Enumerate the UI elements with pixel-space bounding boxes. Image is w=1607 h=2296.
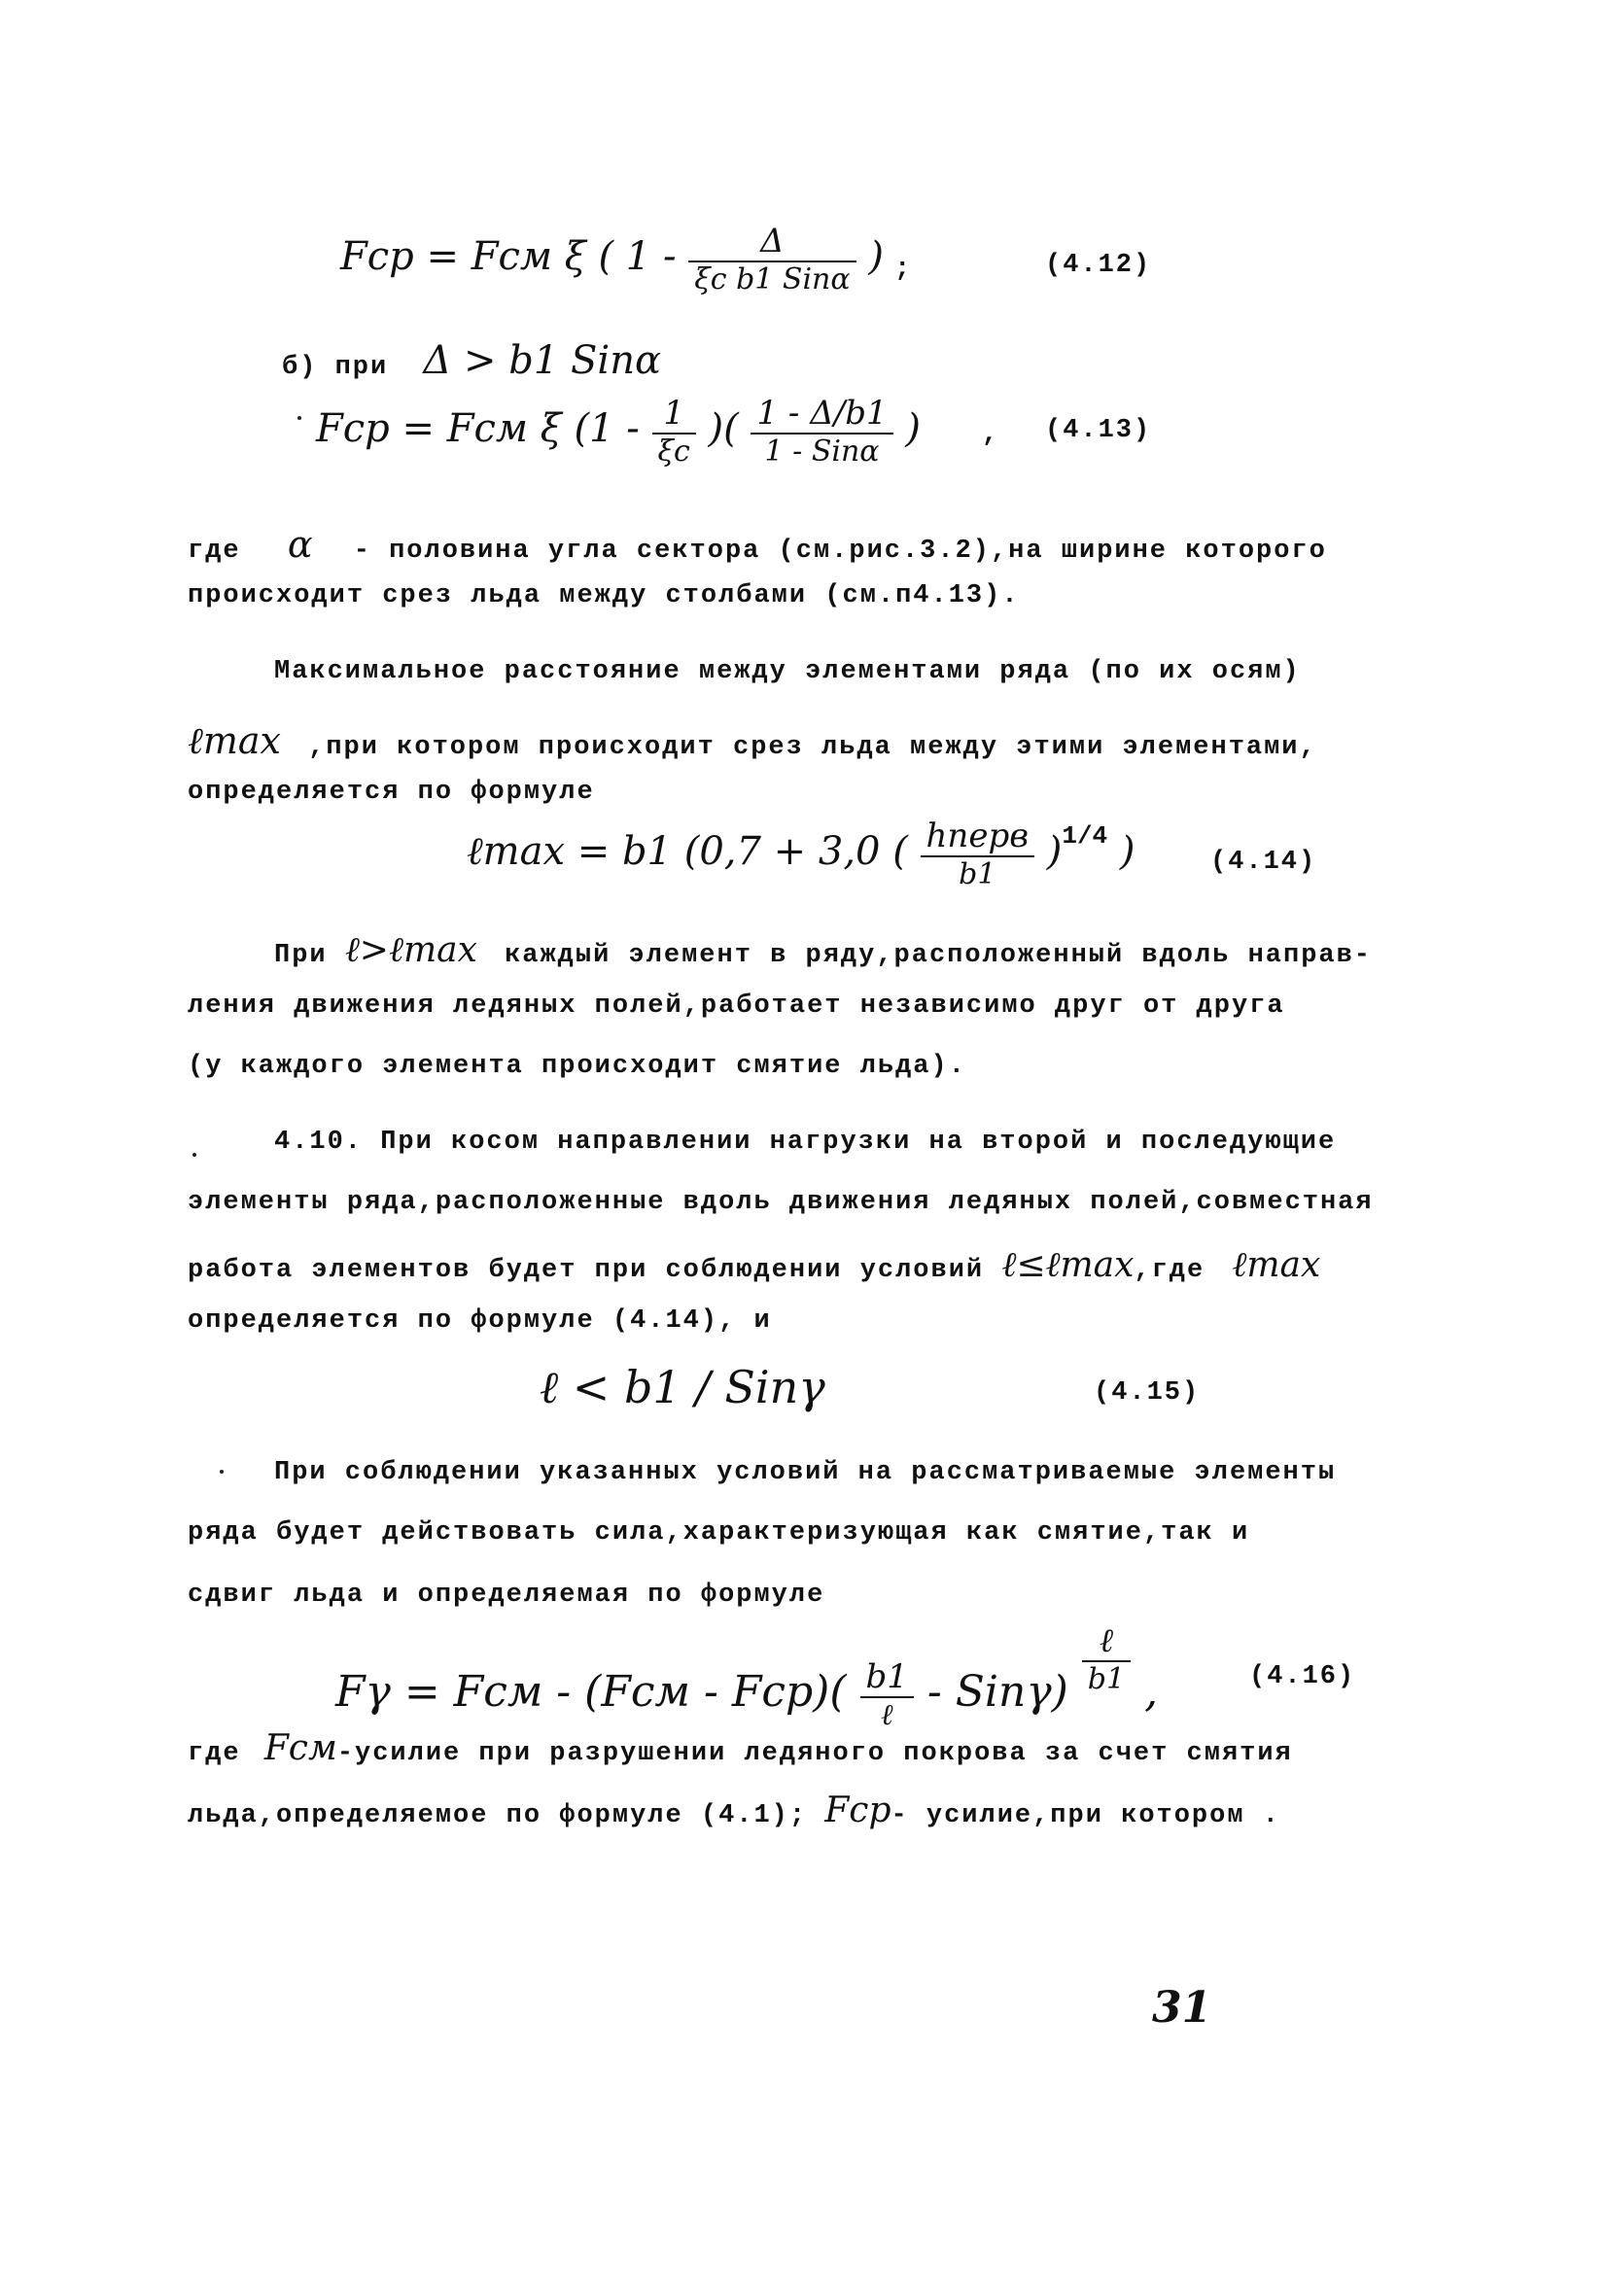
eq-4-13-frac2-denominator: 1 - Sinα	[764, 435, 880, 469]
para5-line2: ряда будет действовать сила,характеризующая как смятие,так и	[188, 1518, 1250, 1548]
eq-4-14-fraction	[921, 817, 1034, 892]
eq-4-13-frac2-numerator: 1 - Δ/b1	[751, 394, 892, 435]
para4-line1: 4.10. При косом направлении нагрузки на второй и последующие	[274, 1128, 1337, 1157]
equation-4-14	[467, 817, 1135, 892]
para1-line1	[188, 523, 1327, 566]
para6-where: где	[188, 1739, 241, 1768]
para3-line1	[274, 929, 1372, 970]
para4-line3-text: работа элементов будет при соблюдении условий	[188, 1256, 985, 1285]
eq-4-12-close: )	[868, 234, 884, 279]
para3-when: При	[274, 941, 328, 970]
eq-4-13-frac1-denominator: ξc	[657, 435, 690, 469]
para3-line2: ления движения ледяных полей,работает независимо друг от друга	[188, 991, 1285, 1021]
case-b-label: б) при	[282, 353, 389, 382]
eq-4-16-separator: ,	[1144, 1667, 1159, 1717]
l-gt-lmax-symbol: ℓ>ℓmax	[344, 930, 477, 970]
scan-mark	[297, 416, 301, 420]
eq-4-16-frac2-denominator: b1	[1087, 1662, 1126, 1696]
eq-4-14-lhs: ℓmax = b1 (0,7 + 3,0 (	[467, 829, 908, 874]
eq-4-16-fraction-2	[1082, 1621, 1131, 1697]
para6-line2	[188, 1791, 1280, 1830]
para4-line4: определяется по формуле (4.14), и	[188, 1306, 772, 1336]
eq-4-16-frac2-numerator: ℓ	[1082, 1621, 1131, 1662]
eq-4-14-exponent: 1/4	[1062, 821, 1108, 851]
equation-4-15: ℓ < b1 / Sinγ	[540, 1361, 825, 1413]
para1-line1-text: - половина угла сектора (см.рис.3.2),на ширине которого	[353, 537, 1327, 566]
eq-4-16-number: (4.16)	[1249, 1662, 1356, 1691]
eq-4-13-separator: ,	[982, 420, 1000, 449]
eq-4-16-lhs: Fγ = Fсм - (Fсм - Fср)(	[335, 1667, 847, 1717]
para4-line2: элементы ряда,расположенные вдоль движения ледяных полей,совместная	[188, 1188, 1374, 1217]
equation-4-12	[340, 222, 884, 297]
para6-line1	[188, 1728, 1293, 1768]
para2-line3: определяется по формуле	[188, 778, 595, 807]
eq-4-14-tail: )	[1119, 829, 1135, 874]
para4-line3	[188, 1244, 1320, 1285]
para4-where: ,где	[1134, 1256, 1205, 1285]
para3-line3: (у каждого элемента происходит смятие льда).	[188, 1052, 966, 1081]
eq-4-12-numerator: Δ	[688, 222, 856, 262]
para6-line1-text: -усилие при разрушении ледяного покрова за счет смятия	[336, 1739, 1293, 1768]
eq-4-14-numerator: hперв	[921, 817, 1034, 857]
eq-4-13-fraction-1	[652, 394, 696, 470]
alpha-symbol: α	[287, 523, 313, 566]
eq-4-16-frac1-numerator: b1	[860, 1657, 914, 1698]
equation-4-13	[316, 394, 921, 470]
eq-4-13-mid: )(	[708, 406, 739, 451]
l-le-lmax-symbol: ℓ≤ℓmax	[1001, 1245, 1135, 1285]
fsm-symbol: Fсм	[263, 1728, 337, 1768]
para1-line2: происходит срез льда между столбами (см.п4.13).	[188, 581, 1020, 610]
eq-4-13-frac1-numerator: 1	[652, 394, 696, 435]
fsr-symbol: Fср	[824, 1791, 891, 1830]
eq-4-15-number: (4.15)	[1094, 1378, 1201, 1408]
eq-4-16-mid: - Sinγ)	[926, 1667, 1068, 1717]
eq-4-12-denominator: ξc b1 Sinα	[694, 262, 851, 296]
eq-4-13-fraction-2	[751, 394, 892, 470]
para5-line3: сдвиг льда и определяемая по формуле	[188, 1581, 825, 1610]
eq-4-13-lhs: Fср = Fсм ξ (1 -	[316, 406, 640, 451]
eq-4-16-frac1-denominator: ℓ	[880, 1697, 893, 1732]
lmax-symbol-2: ℓmax	[1232, 1245, 1321, 1285]
eq-4-13-close: )	[905, 406, 921, 451]
para6-line2-tail: - усилие,при котором .	[891, 1801, 1280, 1830]
para3-line1-text: каждый элемент в ряду,расположенный вдоль направ-	[505, 941, 1373, 970]
eq-4-14-denominator: b1	[959, 857, 996, 891]
eq-4-12-fraction	[688, 222, 856, 297]
case-b-line	[282, 338, 661, 383]
case-b-condition: Δ > b1 Sinα	[423, 338, 661, 383]
eq-4-12-lhs: Fср = Fсм ξ ( 1 -	[340, 234, 677, 279]
eq-4-16-fraction-1	[860, 1657, 914, 1733]
page-number: 31	[1152, 1983, 1212, 2033]
eq-4-12-number: (4.12)	[1045, 251, 1152, 280]
equation-4-16	[335, 1621, 1158, 1733]
scan-mark	[192, 1153, 196, 1157]
eq-4-14-close: )	[1046, 829, 1063, 874]
para5-line1: При соблюдении указанных условий на рассматриваемые элементы	[274, 1458, 1337, 1487]
para1-where: где	[188, 537, 241, 566]
para2-line2	[188, 719, 1317, 763]
eq-4-14-number: (4.14)	[1210, 848, 1317, 877]
eq-4-13-number: (4.13)	[1045, 416, 1152, 445]
para2-line2-text: ,при котором происходит срез льда между этими элементами,	[308, 733, 1317, 762]
scan-mark	[220, 1470, 224, 1474]
lmax-symbol: ℓmax	[188, 719, 281, 762]
para6-line2-text: льда,определяемое по формуле (4.1);	[188, 1801, 808, 1830]
eq-4-12-separator: ;	[894, 255, 913, 284]
para2-line1: Максимальное расстояние между элементами ряда (по их осям)	[274, 657, 1301, 686]
